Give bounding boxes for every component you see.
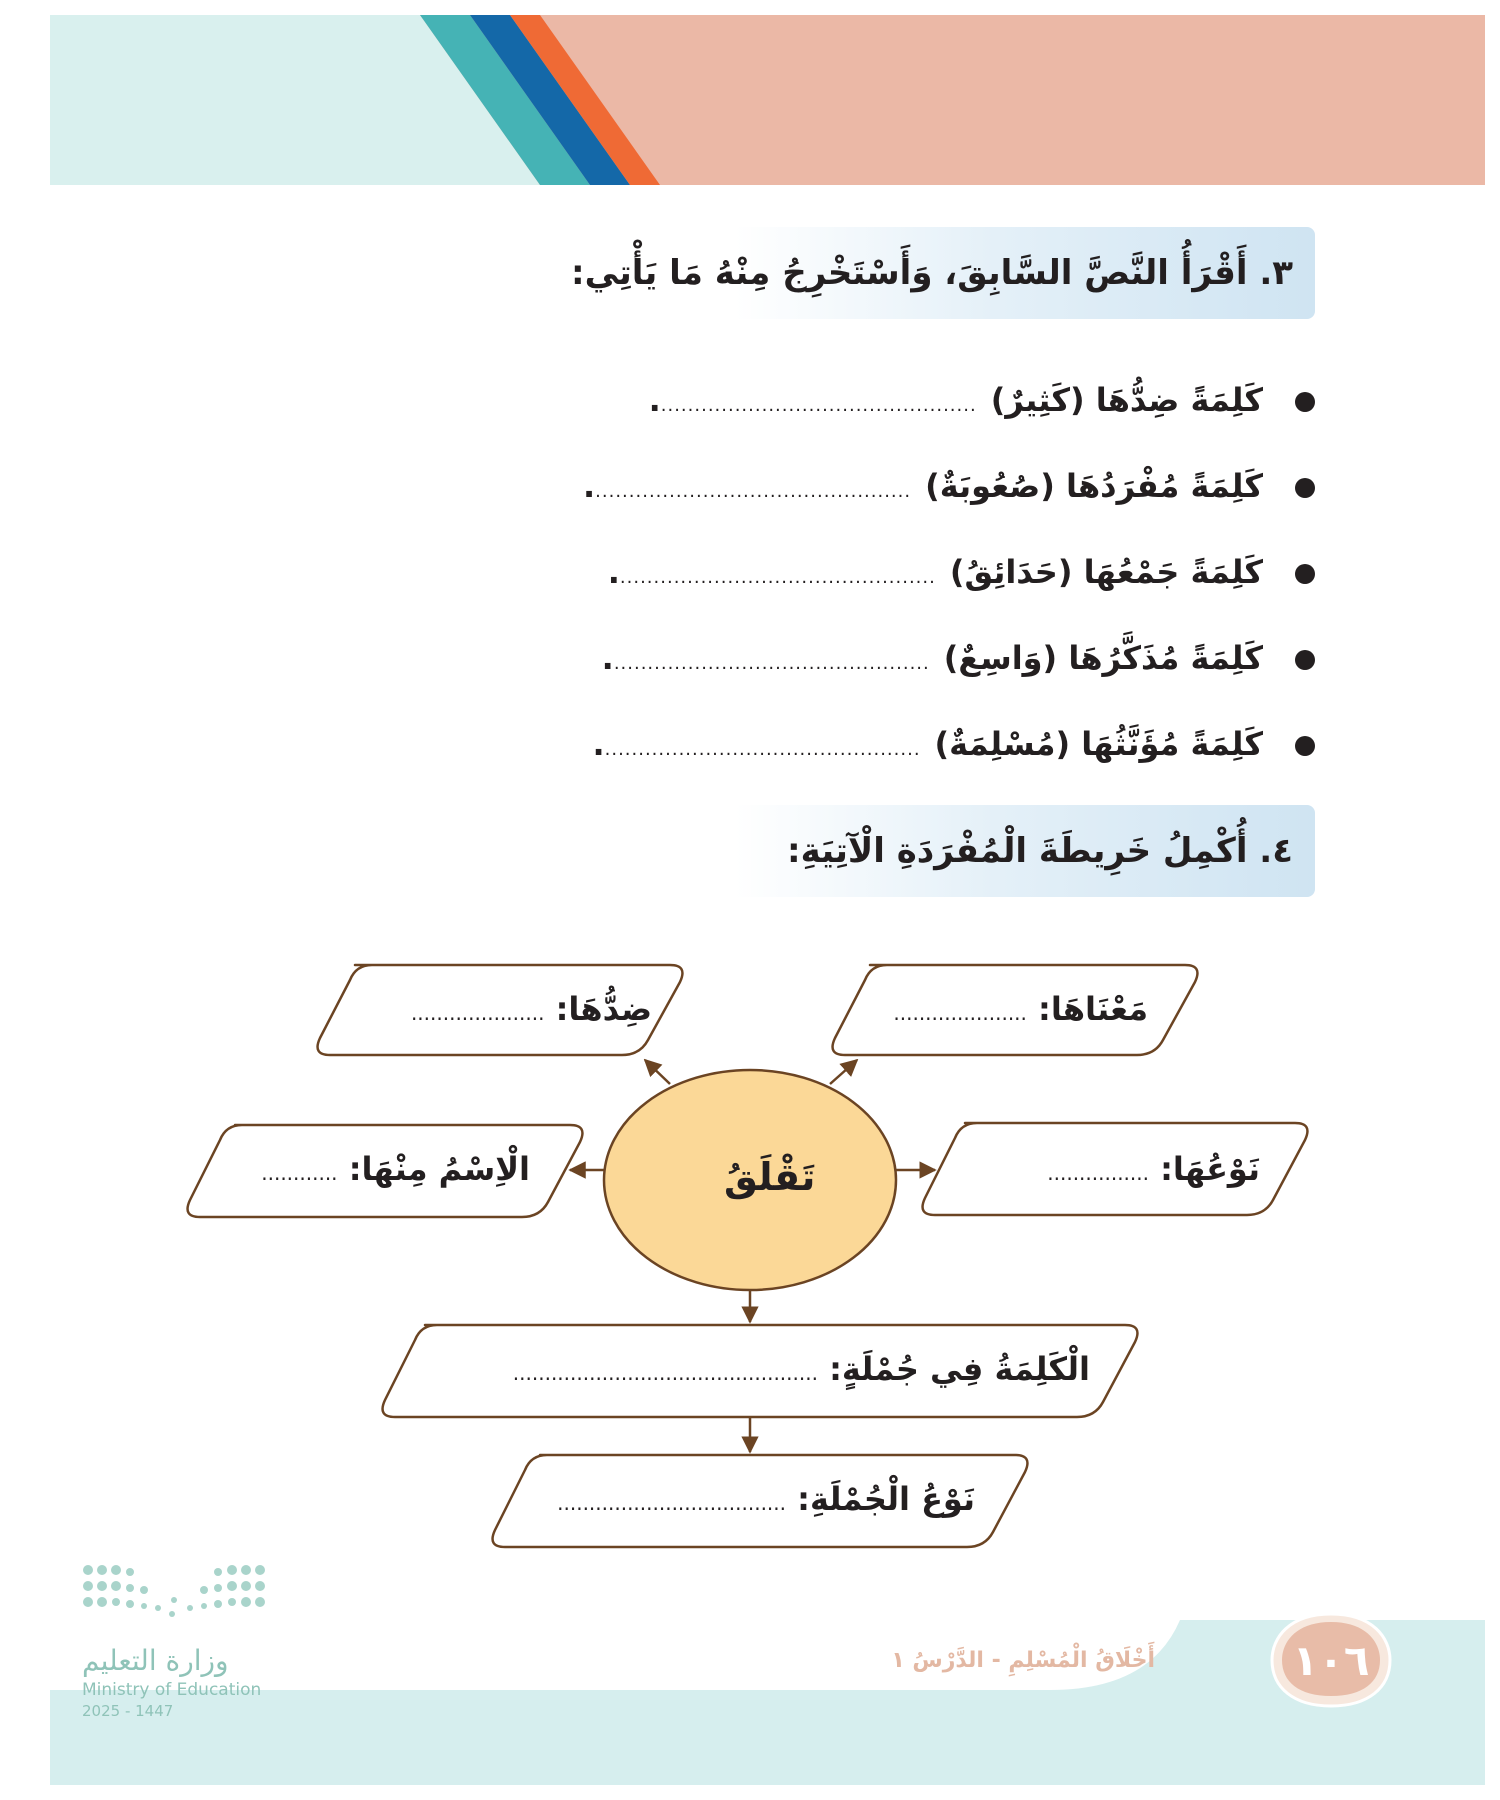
opposite-blank[interactable]: ..................... <box>410 1001 545 1025</box>
sentence-type-blank[interactable]: .................................... <box>557 1491 787 1515</box>
answer-blank[interactable]: ............................................... <box>619 567 936 588</box>
sentence-label: الْكَلِمَةُ فِي جُمْلَةٍ: <box>829 1350 1090 1388</box>
ministry-year: 2025 - 1447 <box>82 1702 174 1720</box>
page-number: ١٠٦ <box>1292 1636 1370 1685</box>
noun-blank[interactable]: ............ <box>261 1161 338 1185</box>
ministry-logo-icon <box>82 1560 267 1632</box>
meaning-blank[interactable]: ..................... <box>893 1001 1027 1025</box>
meaning-label: مَعْنَاهَا: <box>1038 990 1148 1028</box>
noun-field[interactable] <box>261 1150 530 1188</box>
type-label: نَوْعُهَا: <box>1160 1150 1260 1188</box>
answer-blank[interactable]: ............................................... <box>660 395 977 416</box>
sentence-field[interactable] <box>513 1350 1090 1388</box>
item-text: كَلِمَةً ضِدُّهَا (كَثِيرٌ) <box>990 381 1263 419</box>
sentence-blank[interactable]: ................................................ <box>512 1361 818 1385</box>
section-4-heading-text: ٤. أُكْمِلُ خَرِيطَةَ الْمُفْرَدَةِ الْآتِيَةِ: <box>787 831 1293 871</box>
item-text: كَلِمَةً مُؤَنَّثُهَا (مُسْلِمَةٌ) <box>934 725 1263 763</box>
section-3-heading-text: ٣. أَقْرَأُ النَّصَّ السَّابِقَ، وَأَسْتَخْرِجُ مِنْهُ مَا يَأْتِي: <box>571 253 1293 293</box>
answer-blank[interactable]: ............................................... <box>595 481 912 502</box>
type-field[interactable] <box>1047 1150 1260 1188</box>
lesson-title: أَخْلَاقُ الْمُسْلِمِ - الدَّرْسُ ١ <box>891 1648 1155 1673</box>
noun-label: الْاِسْمُ مِنْهَا: <box>348 1150 530 1188</box>
item-period: . <box>583 467 596 505</box>
item-text: كَلِمَةً مُذَكَّرُهَا (وَاسِعٌ) <box>943 639 1263 677</box>
item-period: . <box>601 639 614 677</box>
item-period: . <box>607 553 620 591</box>
ministry-name-english: Ministry of Education <box>82 1680 262 1700</box>
meaning-field[interactable] <box>893 990 1148 1028</box>
item-text: كَلِمَةً جَمْعُهَا (حَدَائِقُ) <box>949 553 1263 591</box>
answer-blank[interactable]: ............................................... <box>613 653 930 674</box>
item-period: . <box>648 381 661 419</box>
item-period: . <box>592 725 605 763</box>
answer-blank[interactable]: ............................................... <box>604 739 921 760</box>
sentence-type-label: نَوْعُ الْجُمْلَةِ: <box>797 1480 975 1518</box>
ministry-name-arabic: وزارة التعليم <box>82 1644 229 1677</box>
type-blank[interactable]: ................ <box>1047 1161 1149 1185</box>
opposite-label: ضِدُّهَا: <box>555 990 652 1028</box>
item-text: كَلِمَةً مُفْرَدُهَا (صُعُوبَةٌ) <box>925 467 1263 505</box>
center-word: تَقْلَقُ <box>724 1155 816 1199</box>
opposite-field[interactable] <box>411 990 652 1028</box>
sentence-type-field[interactable] <box>557 1480 975 1518</box>
